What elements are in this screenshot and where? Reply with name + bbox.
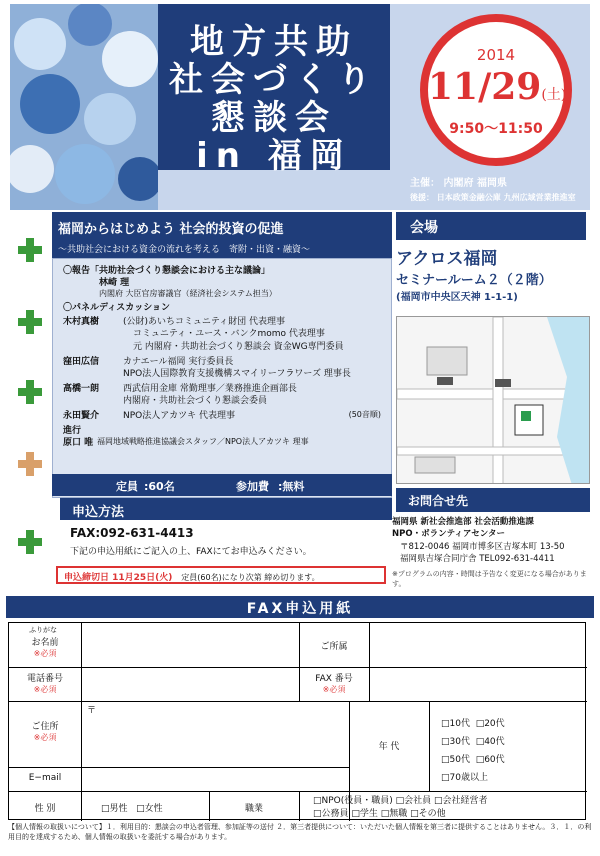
cross-icon: [18, 310, 42, 334]
fax-form-banner: FAX申込用紙: [6, 596, 594, 618]
email-field[interactable]: [83, 769, 347, 789]
marbles-photo: [10, 4, 158, 210]
venue-room: セミナールーム２（２階）: [396, 273, 552, 288]
age-label: 年 代: [378, 742, 400, 752]
cross-icon: [18, 380, 42, 404]
event-title: [158, 4, 390, 176]
job-options: [313, 795, 585, 821]
cross-icon: [18, 238, 42, 262]
capacity-bar: 定員 :60名 参加費 :無料: [52, 474, 392, 496]
panel-label: 〇パネルディスカッション: [63, 303, 171, 314]
phone-label: 電話番号 ※必須: [26, 674, 63, 694]
title-line-3: 懇談会: [211, 98, 337, 138]
affiliation-field[interactable]: [371, 625, 585, 665]
panelist: 高橋一朗 西武信用金庫 常勤理事／業務推進企画部長 内閣府・共助社会づくり懇談会委員: [63, 383, 297, 407]
home-address-label: ご住所 ※必須: [31, 722, 59, 742]
theme-subtitle: 〜共助社会における資金の流れを考える 寄附・出資・融資〜: [58, 245, 311, 255]
postal-mark: 〒: [87, 706, 97, 716]
facilitator: 原口 唯 福岡地域戦略推進協議会スタッフ／NPO法人アカツキ 理事: [63, 437, 309, 449]
age-30[interactable]: □30代: [441, 737, 470, 747]
job-label: 職業: [244, 804, 263, 814]
event-year: 2014: [476, 46, 516, 64]
organizer: 主催： 内閣府 福岡県: [410, 178, 507, 189]
name-field[interactable]: [83, 625, 297, 665]
panelist: 永田賢介 NPO法人アカツキ 代表理事 (50音順): [63, 410, 381, 422]
phone-field[interactable]: [83, 669, 297, 699]
age-10[interactable]: □10代: [441, 719, 470, 729]
title-line-2: 社会づくり: [169, 60, 379, 100]
furigana-label: ふりがな: [29, 626, 57, 634]
date-badge: [420, 14, 572, 166]
report-label: 〇報告「共助社会づくり懇談会における主な議論」: [63, 266, 271, 276]
job-employee[interactable]: □会社員: [395, 796, 432, 806]
affiliation-label: ご所属: [320, 642, 348, 652]
supporter: 後援： 日本政策金融公庫 九州広域営業推進室: [410, 193, 576, 202]
apply-heading: 申込方法: [60, 498, 392, 520]
event-date: 11/29(土): [428, 66, 567, 108]
job-civil[interactable]: □公務員: [313, 809, 349, 819]
venue: [396, 244, 590, 303]
report-role: 内閣府 大臣官房審議官（経済社会システム担当）: [99, 289, 277, 299]
venue-map: [396, 316, 590, 484]
job-npo[interactable]: □NPO(役員・職員): [313, 796, 393, 806]
apply-note: 下記の申込用紙にご記入の上、FAXにてお申込みください。: [70, 547, 312, 557]
age-60[interactable]: □60代: [475, 755, 505, 765]
name-label: お名前 ※必須: [31, 638, 59, 658]
decoration-strip: [10, 214, 52, 570]
fax-number: FAX:092-631-4413: [70, 526, 194, 540]
title-line-1: 地方共助: [190, 22, 358, 62]
age-options: [441, 715, 581, 787]
cross-icon: [18, 452, 42, 476]
panelist: 木村真樹 (公財)あいちコミュニティ財団 代表理事 コミュニティ・ユース・バンクmomo 代表理事 元 内閣府・共助社会づくり懇談会 資金WG専門委員: [63, 317, 344, 352]
report-speaker: 林崎 理: [99, 278, 130, 289]
event-time: 9:50〜11:50: [449, 121, 543, 137]
privacy-footer: 【個人情報の取扱いについて】１．利用目的：懇談会の申込者管理、参加証等の送付 ２．第三者提供について：いただいた個人情報を第三者に提供することはありません。３．１．の利用目的を達成するため、個人情報の取扱いを委託する場合があります。: [8, 823, 592, 841]
fax-label: FAX 番号 ※必須: [315, 674, 353, 694]
job-other[interactable]: □その他: [410, 809, 446, 819]
contact-heading: お問合せ先: [396, 488, 590, 512]
home-address-field[interactable]: [99, 703, 347, 765]
theme-title: 福岡からはじめよう 社会的投資の促進: [58, 222, 284, 237]
application-form: [8, 622, 586, 820]
contact-info: 福岡県 新社会推進部 社会活動推進課 NPO・ボランティアセンター 〒812-0046 福岡市博多区吉塚本町 13-50 福岡県吉塚合同庁舎 TEL092-631-4411 ※プログラムの内容・時間は予告なく変更になる場合があります。: [392, 517, 587, 589]
job-none[interactable]: □無職: [380, 809, 408, 819]
fax-field[interactable]: [371, 669, 585, 699]
gender-female[interactable]: □女性: [136, 804, 163, 814]
facilitator-label: 進行: [63, 426, 82, 437]
deadline-note: 定員(60名)になり次第 締め切ります。: [181, 573, 320, 582]
order-note: (50音順): [348, 410, 381, 420]
age-40[interactable]: □40代: [475, 737, 505, 747]
cross-icon: [18, 530, 42, 554]
theme-box: [52, 212, 392, 258]
gender-options: [101, 801, 163, 814]
age-20[interactable]: □20代: [475, 719, 505, 729]
panelist: 窪田広信 カナエール福岡 実行委員長 NPO法人国際教育支援機構スマイリーフラワーズ 理事長: [63, 356, 351, 379]
gender-label: 性 別: [34, 804, 56, 814]
age-70[interactable]: □70歳以上: [441, 773, 488, 783]
program: [52, 258, 392, 498]
venue-name: アクロス福岡: [396, 249, 498, 269]
deadline-box: [56, 566, 386, 584]
deadline: 申込締切日 11月25日(火): [64, 573, 173, 583]
job-student[interactable]: □学生: [351, 809, 378, 819]
gender-male[interactable]: □男性: [101, 804, 128, 814]
venue-heading: 会場: [396, 212, 586, 240]
venue-address: (福岡市中央区天神 1-1-1): [396, 292, 518, 303]
job-owner[interactable]: □会社経営者: [434, 796, 488, 806]
title-line-4: in 福岡: [196, 136, 352, 176]
email-label: E−mail: [28, 773, 62, 783]
age-50[interactable]: □50代: [441, 755, 470, 765]
